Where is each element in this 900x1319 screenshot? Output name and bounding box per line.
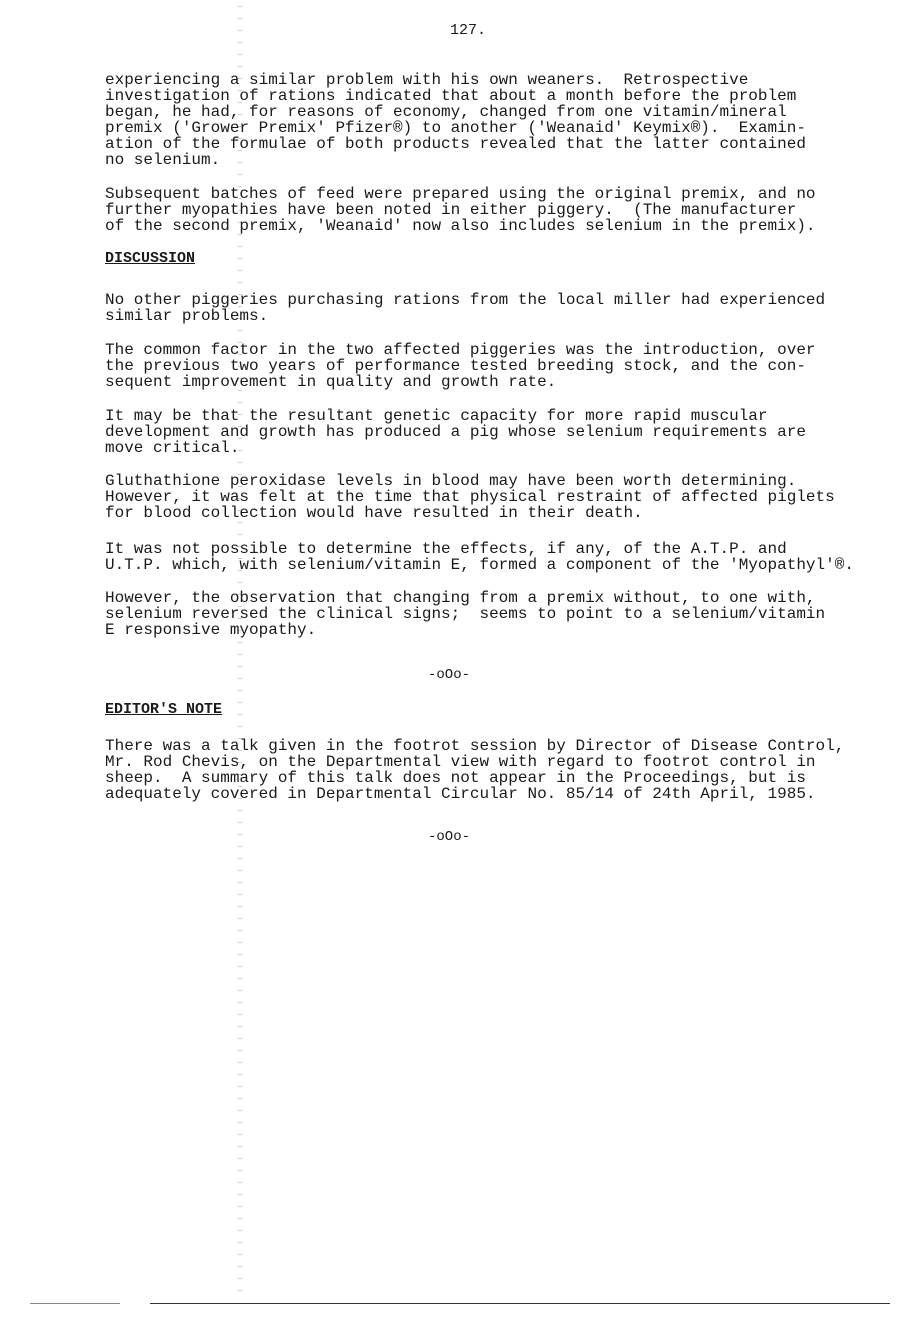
page-bottom-rule bbox=[150, 1303, 890, 1304]
paragraph: It may be that the resultant genetic capacity for more rapid muscular development and growth has produced a pig whose selenium requirements are move critical. bbox=[105, 407, 806, 457]
paragraph: The common factor in the two affected piggeries was the introduction, over the previous two years of performance tested breeding stock, and the con- sequent improvement in quality and growth rate. bbox=[105, 341, 816, 391]
section-separator: -oOo- bbox=[428, 829, 471, 845]
paragraph: However, the observation that changing from a premix without, to one with, selenium reversed the clinical signs; seems to point to a selenium/vitamin E responsive myopathy. bbox=[105, 589, 826, 639]
scan-edge-line bbox=[30, 1303, 120, 1304]
paragraph: experiencing a similar problem with his own weaners. Retrospective investigation of rations indicated that about a month before the problem began, he had, for reasons of economy, changed from one vitamin/mineral premix ('Grower Premix' Pfizer®) to another ('Weanaid' Keymix®). Examin- ation of the formulae of both products revealed that the latter contained no selenium. bbox=[105, 71, 806, 169]
paragraph: No other piggeries purchasing rations from the local miller had experienced similar problems. bbox=[105, 291, 826, 325]
section-separator: -oOo- bbox=[428, 667, 471, 683]
discussion-heading: DISCUSSION bbox=[105, 250, 196, 267]
paragraph: Subsequent batches of feed were prepared using the original premix, and no further myopathies have been noted in either piggery. (The manufacturer of the second premix, 'Weanaid' now also includes selenium in the premix). bbox=[105, 185, 816, 235]
paragraph: It was not possible to determine the effects, if any, of the A.T.P. and U.T.P. which, with selenium/vitamin E, formed a component of the 'Myopathyl'®. bbox=[105, 540, 854, 574]
editors-note-paragraph: There was a talk given in the footrot session by Director of Disease Control, Mr. Rod Chevis, on the Departmental view with regard to footrot control in sheep. A summary of this talk does not appear in the Proceedings, but is adequately covered in Departmental Circular No. 85/14 of 24th April, 1985. bbox=[105, 737, 845, 803]
editors-note-heading: EDITOR'S NOTE bbox=[105, 701, 223, 718]
paragraph: Gluthathione peroxidase levels in blood may have been worth determining. However, it was felt at the time that physical restraint of affected piglets for blood collection would have resulted in their death. bbox=[105, 472, 835, 522]
page-number: 127. bbox=[450, 22, 487, 39]
